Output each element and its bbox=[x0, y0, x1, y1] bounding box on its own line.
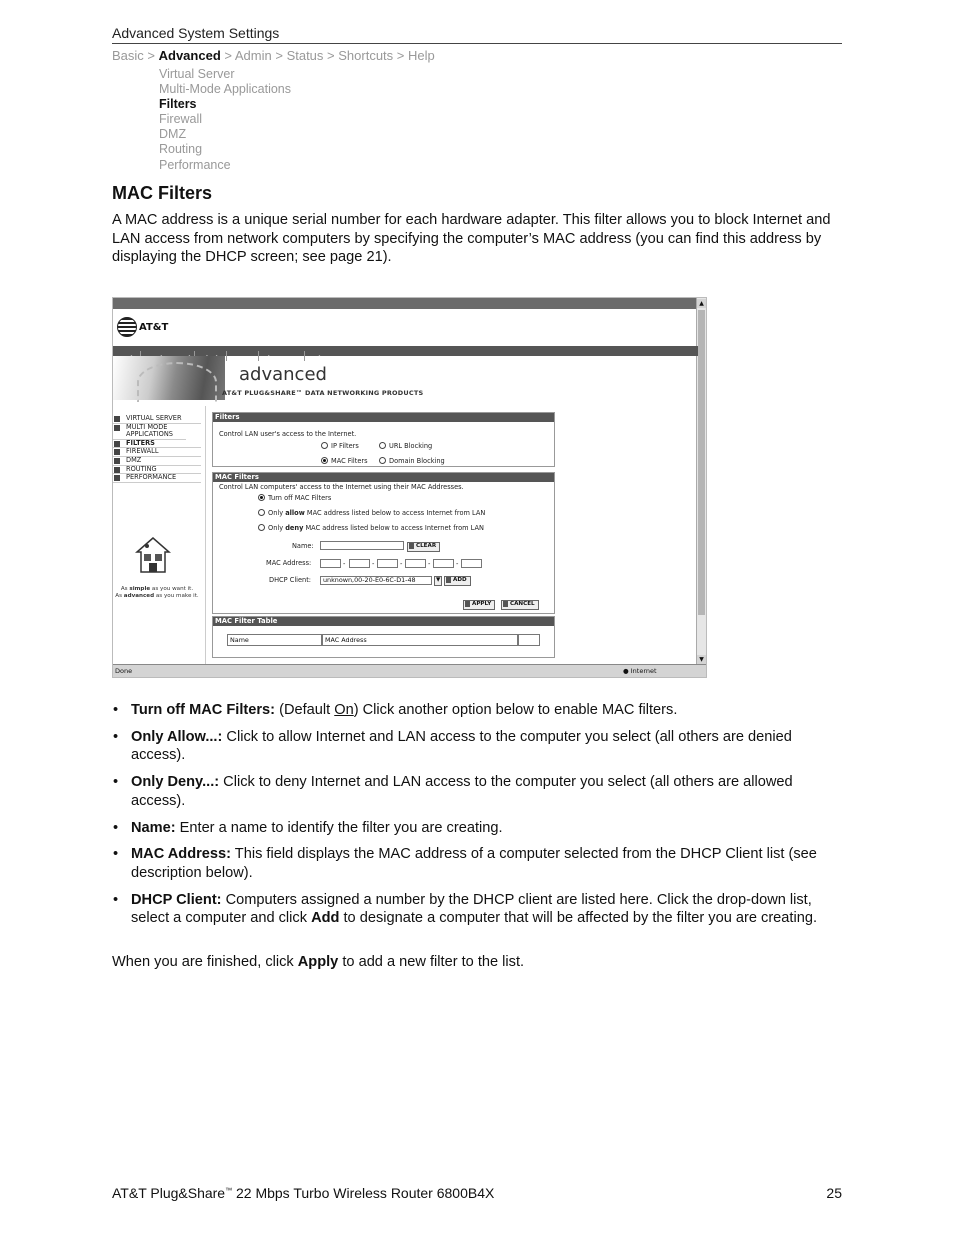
option-bullet-list bbox=[112, 701, 842, 936]
table-col-name: Name bbox=[227, 634, 322, 646]
header-rule bbox=[112, 43, 842, 44]
mac-octet-3[interactable] bbox=[377, 559, 398, 568]
closing-paragraph: When you are finished, click Apply to add a new filter to the list. bbox=[112, 954, 525, 970]
banner-word: advanced bbox=[239, 364, 327, 385]
arrow-box-icon bbox=[114, 425, 120, 431]
radio-icon bbox=[258, 509, 265, 516]
tagline-line-1: As simple as you want it. bbox=[120, 586, 194, 592]
mac-desc: Control LAN computers' access to the Internet using their MAC Addresses. bbox=[219, 483, 464, 491]
left-nav-filters[interactable]: FILTERS bbox=[113, 440, 201, 449]
cancel-button[interactable]: CANCEL bbox=[501, 600, 539, 610]
mac-octet-2[interactable] bbox=[349, 559, 370, 568]
arrow-icon bbox=[409, 543, 414, 549]
router-nav-status[interactable]: Status bbox=[229, 355, 256, 363]
filters-desc: Control LAN user's access to the Internet. bbox=[219, 430, 357, 438]
arrow-icon bbox=[446, 577, 451, 583]
mac-octet-4[interactable] bbox=[405, 559, 426, 568]
add-button[interactable]: ADD bbox=[444, 576, 471, 586]
scroll-thumb[interactable] bbox=[698, 310, 705, 615]
arrow-box-icon bbox=[114, 458, 120, 464]
footer-product-name: AT&T Plug&Share™ 22 Mbps Turbo Wireless Router 6800B4X bbox=[112, 1185, 495, 1201]
banner-photo bbox=[113, 356, 225, 400]
table-col-action bbox=[518, 634, 540, 646]
subnav-performance[interactable]: Performance bbox=[159, 157, 231, 172]
filters-panel-heading: Filters bbox=[213, 413, 554, 422]
subnav-dmz[interactable]: DMZ bbox=[159, 127, 187, 142]
breadcrumb-admin[interactable]: Admin bbox=[234, 48, 272, 63]
breadcrumb-help[interactable]: Help bbox=[408, 48, 435, 63]
table-heading: MAC Filter Table bbox=[213, 617, 554, 626]
radio-selected-icon bbox=[321, 457, 328, 464]
radio-ip-filters[interactable]: IP Filters bbox=[321, 442, 359, 450]
left-divider bbox=[205, 406, 206, 664]
arrow-box-icon bbox=[114, 449, 120, 455]
chevron-down-icon[interactable]: ▼ bbox=[434, 576, 442, 586]
name-input[interactable] bbox=[320, 541, 404, 550]
name-label: Name: bbox=[292, 542, 314, 550]
mac-address-label: MAC Address: bbox=[266, 559, 312, 567]
arrow-icon bbox=[465, 601, 470, 607]
left-nav-virtual-server[interactable]: VIRTUAL SERVER bbox=[113, 415, 201, 424]
subnav-filters[interactable]: Filters bbox=[159, 97, 197, 112]
breadcrumb-status[interactable]: Status bbox=[286, 48, 324, 63]
bullet-name: • Name: Enter a name to identify the filter you are creating. bbox=[113, 819, 503, 836]
radio-only-deny[interactable]: Only deny MAC address listed below to access Internet from LAN bbox=[258, 524, 484, 532]
page-number: 25 bbox=[826, 1185, 842, 1201]
browser-top-bar bbox=[113, 298, 698, 309]
tagline-line-2: As advanced as you make it. bbox=[115, 593, 199, 599]
browser-status-bar bbox=[113, 664, 706, 677]
breadcrumb-advanced[interactable]: Advanced bbox=[158, 48, 221, 63]
radio-icon bbox=[321, 442, 328, 449]
status-internet-text: ● Internet bbox=[623, 667, 657, 675]
att-logo-text: AT&T bbox=[139, 322, 169, 333]
filters-panel bbox=[212, 412, 555, 467]
table-col-mac: MAC Address bbox=[322, 634, 518, 646]
left-nav-routing[interactable]: ROUTING bbox=[113, 466, 201, 475]
radio-turn-off-mac[interactable]: Turn off MAC Filters bbox=[258, 494, 331, 502]
apply-button[interactable]: APPLY bbox=[463, 600, 495, 610]
subnav-firewall[interactable]: Firewall bbox=[159, 112, 203, 127]
radio-mac-filters[interactable]: MAC Filters bbox=[321, 457, 368, 465]
bullet-only-allow: • Only Allow...: Click to allow Internet and LAN access to the computer you select (all others are denied access). bbox=[113, 728, 792, 764]
radio-domain-blocking[interactable]: Domain Blocking bbox=[379, 457, 445, 465]
bullet-turn-off: • Turn off MAC Filters: (Default On) Click another option below to enable MAC filters. bbox=[113, 702, 678, 718]
bullet-dhcp-client: • DHCP Client: Computers assigned a number by the DHCP client are listed here. Click the drop-down list, select a computer and click Add to designate a computer that will be affected by the filter you are creating. bbox=[113, 891, 817, 927]
subnav-routing[interactable]: Routing bbox=[159, 142, 203, 157]
mac-panel-heading: MAC Filters bbox=[213, 473, 554, 482]
radio-url-blocking[interactable]: URL Blocking bbox=[379, 442, 432, 450]
arrow-box-icon bbox=[114, 467, 120, 473]
section-title: MAC Filters bbox=[112, 183, 213, 203]
router-nav-shortcuts[interactable]: Shortcuts bbox=[262, 355, 301, 363]
left-nav-dmz[interactable]: DMZ bbox=[113, 457, 201, 466]
router-left-nav bbox=[113, 415, 201, 483]
mac-octet-1[interactable] bbox=[320, 559, 341, 568]
scroll-up-arrow-icon[interactable]: ▲ bbox=[697, 299, 706, 308]
radio-icon bbox=[379, 442, 386, 449]
page-header-title: Advanced System Settings bbox=[112, 25, 280, 41]
mac-octet-6[interactable] bbox=[461, 559, 482, 568]
arrow-icon bbox=[503, 601, 508, 607]
breadcrumb: Basic > Advanced > Admin > Status > Shortcuts > Help bbox=[112, 48, 435, 63]
subnav-multi-mode[interactable]: Multi-Mode Applications bbox=[159, 82, 292, 97]
scroll-down-arrow-icon[interactable]: ▼ bbox=[697, 655, 706, 664]
radio-icon bbox=[379, 457, 386, 464]
bullet-only-deny: • Only Deny...: Click to deny Internet and LAN access to the computer you select (all others are allowed access). bbox=[113, 774, 793, 809]
arrow-box-icon bbox=[114, 416, 120, 422]
house-icon bbox=[135, 536, 171, 574]
left-nav-firewall[interactable]: FIREWALL bbox=[113, 448, 201, 457]
router-nav-help[interactable]: Help bbox=[307, 355, 326, 363]
left-nav-performance[interactable]: PERFORMANCE bbox=[113, 474, 201, 483]
mac-filters-panel: MAC Filters Control LAN computers' access to the Internet using their MAC Addresses. Turn off MAC Filters Only allow MAC address listed below to access Internet from LAN Only deny MAC address listed below to access Internet from LAN Name: CLEAR MAC Address: - - - - - DHCP Client: unknown,00-20-E0-6C-D1-48 ▼ ADD APPLY CANCEL bbox=[212, 472, 555, 614]
breadcrumb-shortcuts[interactable]: Shortcuts bbox=[338, 48, 394, 63]
radio-icon bbox=[258, 524, 265, 531]
left-nav-multi-mode[interactable]: MULTI MODE APPLICATIONS bbox=[113, 424, 186, 440]
clear-button[interactable]: CLEAR bbox=[407, 542, 440, 552]
dhcp-client-select[interactable]: unknown,00-20-E0-6C-D1-48 bbox=[320, 576, 432, 585]
breadcrumb-basic[interactable]: Basic bbox=[112, 48, 144, 63]
banner-subtitle: AT&T PLUG&SHARE™ DATA NETWORKING PRODUCTS bbox=[222, 389, 424, 397]
status-done-text: Done bbox=[115, 667, 133, 675]
arrow-box-icon bbox=[114, 475, 120, 481]
radio-selected-icon bbox=[258, 494, 265, 501]
arrow-box-icon bbox=[114, 441, 120, 447]
radio-only-allow[interactable]: Only allow MAC address listed below to access Internet from LAN bbox=[258, 509, 485, 517]
dhcp-client-label: DHCP Client: bbox=[269, 576, 312, 584]
bullet-mac-address: • MAC Address: This field displays the MAC address of a computer selected from the DHCP Client list (see description below). bbox=[113, 846, 817, 881]
subnav-virtual-server[interactable]: Virtual Server bbox=[159, 67, 235, 81]
tagline bbox=[113, 586, 201, 600]
router-ui-screenshot bbox=[112, 297, 707, 678]
att-globe-icon bbox=[117, 317, 137, 337]
intro-paragraph: A MAC address is a unique serial number for each hardware adapter. This filter allows you to block Internet and LAN access from network computers by specifying the computer’s MAC address (you can find this address by displaying the DHCP screen; see page 21). bbox=[112, 212, 831, 266]
router-nav-bar bbox=[113, 346, 698, 363]
mac-filter-table-panel bbox=[212, 616, 555, 658]
mac-octet-5[interactable] bbox=[433, 559, 454, 568]
sub-navigation bbox=[159, 67, 291, 173]
